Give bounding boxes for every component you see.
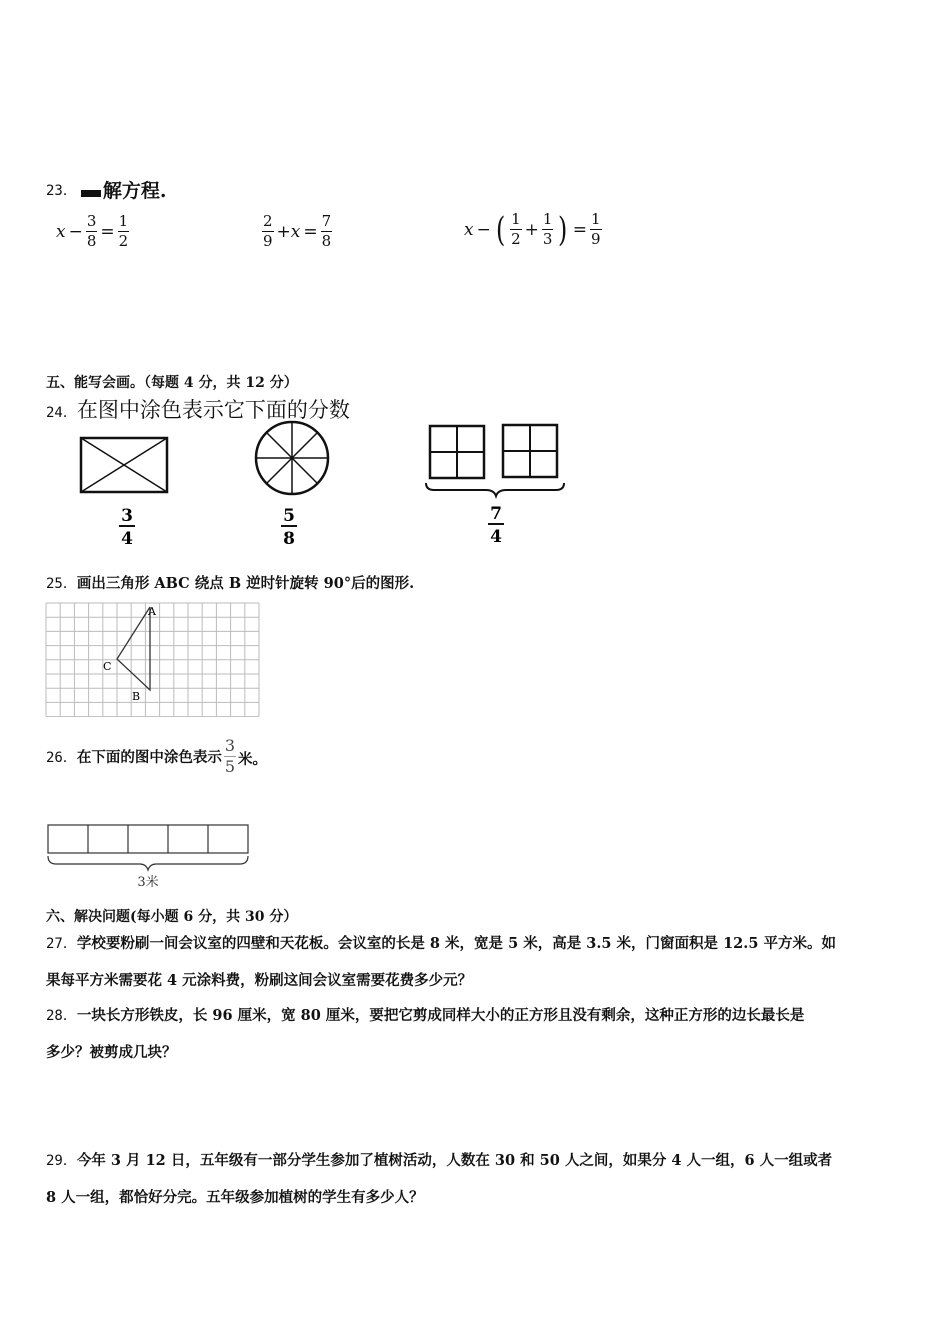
fraction bbox=[321, 214, 333, 249]
question-27-line2: 果每平方米需要花 4 元涂料费，粉刷这间会议室需要花费多少元？ bbox=[46, 972, 473, 989]
denominator: 8 bbox=[86, 232, 97, 250]
question-title: 解方程. bbox=[102, 180, 167, 202]
brace-icon bbox=[426, 483, 564, 496]
bar-label: 3米 bbox=[137, 875, 159, 890]
eq-equals: = bbox=[100, 221, 115, 242]
denominator: 9 bbox=[590, 230, 601, 248]
numerator: 2 bbox=[263, 212, 273, 230]
fraction-denominator: 4 bbox=[490, 527, 502, 547]
equation-2 bbox=[262, 214, 332, 249]
question-27-line1 bbox=[46, 932, 836, 953]
label-c: C bbox=[103, 660, 112, 673]
question-text-end: 米。 bbox=[238, 751, 268, 768]
fraction-numerator: 3 bbox=[121, 506, 133, 526]
question-title: 在图中涂色表示它下面的分数 bbox=[76, 398, 350, 422]
question-text: 在下面的图中涂色表示 bbox=[76, 749, 222, 766]
question-text: 学校要粉刷一间会议室的四壁和天花板。会议室的长是 8 米，宽是 5 米，高是 3.5 米，门窗面积是 12.5 平方米。如 bbox=[76, 935, 836, 952]
right-paren-icon: ) bbox=[558, 209, 568, 250]
fraction bbox=[510, 212, 522, 247]
fraction bbox=[224, 738, 236, 775]
question-26 bbox=[46, 738, 267, 775]
fraction bbox=[542, 212, 554, 247]
question-number: 28． bbox=[46, 1008, 77, 1024]
numerator: 1 bbox=[590, 210, 601, 228]
fraction-denominator: 8 bbox=[283, 529, 295, 549]
eq-equals: = bbox=[303, 221, 318, 242]
eq-plus: + bbox=[524, 219, 539, 240]
denominator: 5 bbox=[224, 757, 236, 776]
question-text: 今年 3 月 12 日，五年级有一部分学生参加了植树活动，人数在 30 和 50 人之间，如果分 4 人一组，6 人一组或者 bbox=[76, 1152, 833, 1169]
eq-op: − bbox=[476, 219, 491, 240]
question-25 bbox=[46, 572, 414, 593]
question-number: 27． bbox=[46, 936, 77, 952]
bar-outline bbox=[48, 825, 248, 853]
fraction-numerator: 7 bbox=[490, 504, 502, 524]
fraction-numerator: 5 bbox=[283, 506, 295, 526]
numerator: 3 bbox=[224, 736, 236, 755]
eq-op: − bbox=[68, 221, 83, 242]
denominator: 3 bbox=[542, 230, 553, 248]
question-number: 24． bbox=[46, 405, 77, 421]
fraction bbox=[86, 214, 98, 249]
label-a: A bbox=[148, 605, 156, 618]
equation-1 bbox=[56, 214, 129, 249]
numerator: 7 bbox=[321, 212, 332, 230]
q25-grid bbox=[45, 602, 261, 717]
fraction bbox=[118, 214, 130, 249]
equation-3 bbox=[464, 209, 602, 250]
denominator: 2 bbox=[511, 230, 521, 248]
eq-op: +x bbox=[276, 221, 301, 242]
brace-icon bbox=[48, 856, 248, 870]
numerator: 1 bbox=[542, 210, 553, 228]
eq-equals: = bbox=[572, 219, 587, 240]
question-23 bbox=[46, 176, 166, 203]
question-number: 29． bbox=[46, 1153, 77, 1169]
question-number: 23． bbox=[46, 182, 77, 199]
grid-lines bbox=[46, 603, 259, 717]
section-6-title: 六、解决问题(每小题 6 分，共 30 分） bbox=[46, 909, 298, 925]
eq-var: x bbox=[464, 219, 474, 240]
q26-bar bbox=[46, 822, 252, 892]
numerator: 3 bbox=[86, 212, 97, 230]
eq-var: x bbox=[56, 221, 66, 242]
numerator: 1 bbox=[511, 210, 521, 228]
numerator: 1 bbox=[118, 212, 129, 230]
question-number: 25． bbox=[46, 576, 77, 592]
question-text: 画出三角形 ABC 绕点 B 逆时针旋转 90°后的图形. bbox=[76, 575, 415, 592]
label-b: B bbox=[132, 690, 141, 703]
denominator: 9 bbox=[263, 232, 273, 250]
fraction bbox=[262, 214, 274, 249]
fraction bbox=[590, 212, 602, 247]
fraction-denominator: 4 bbox=[121, 529, 133, 549]
denominator: 2 bbox=[118, 232, 129, 250]
blank-mark-icon bbox=[81, 190, 101, 197]
denominator: 8 bbox=[321, 232, 332, 250]
q24-figure bbox=[46, 420, 586, 552]
question-28-line2: 多少？被剪成几块？ bbox=[46, 1044, 177, 1061]
question-28-line1 bbox=[46, 1004, 804, 1025]
question-text: 一块长方形铁皮，长 96 厘米，宽 80 厘米，要把它剪成同样大小的正方形且没有剩余，这种正方形的边长最长是 bbox=[76, 1007, 805, 1024]
question-29-line1 bbox=[46, 1149, 832, 1170]
question-29-line2: 8 人一组，都恰好分完。五年级参加植树的学生有多少人？ bbox=[46, 1189, 424, 1206]
left-paren-icon: ( bbox=[495, 209, 506, 250]
question-number: 26． bbox=[46, 749, 77, 766]
section-5-title: 五、能写会画。（每题 4 分，共 12 分） bbox=[46, 375, 298, 391]
